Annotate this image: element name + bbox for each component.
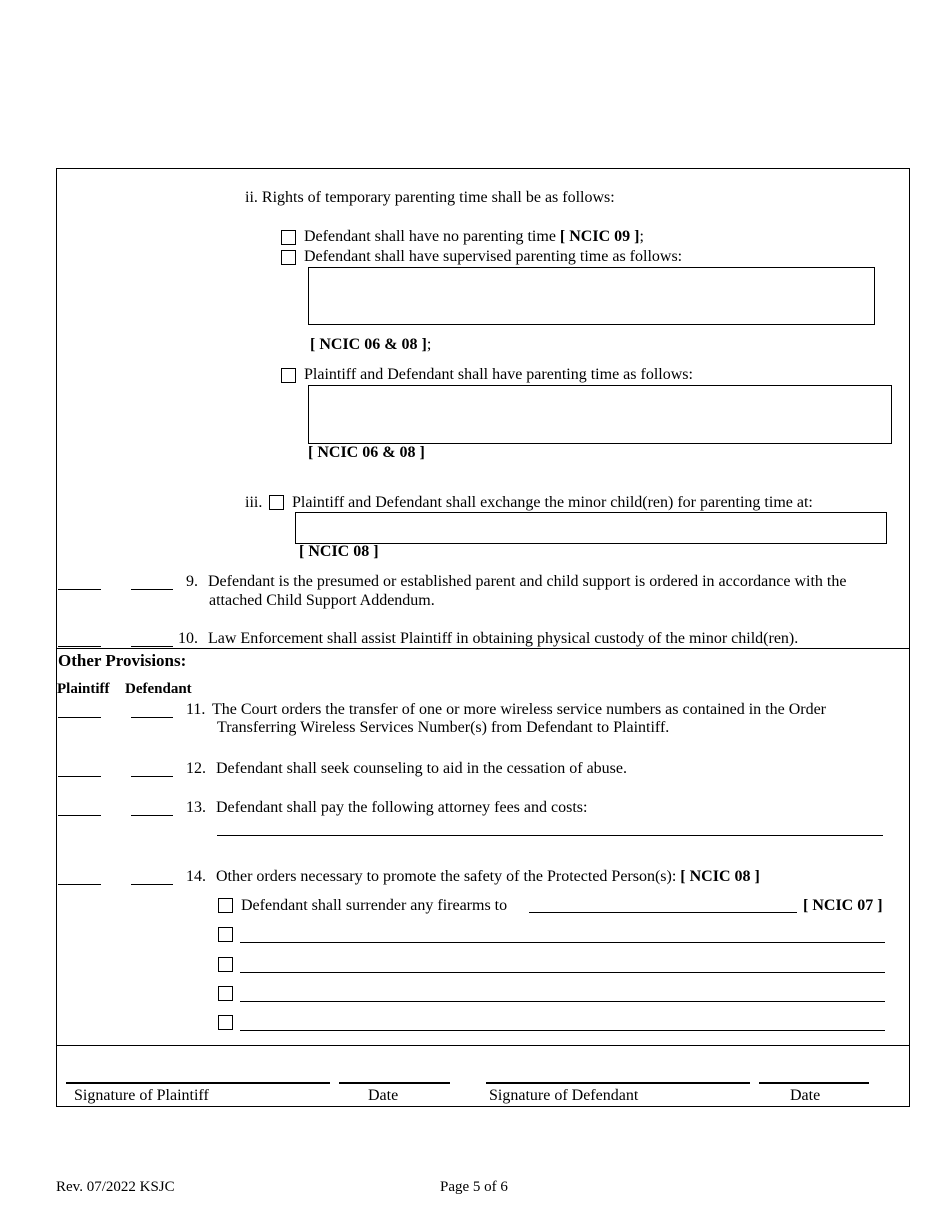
firearms-recipient-input[interactable] bbox=[529, 912, 797, 913]
item9-number: 9. bbox=[186, 573, 198, 590]
other-order-checkbox-3[interactable] bbox=[218, 986, 233, 1001]
exchange-location-input[interactable] bbox=[295, 512, 887, 544]
attorney-fees-input[interactable] bbox=[217, 835, 883, 836]
item11-defendant-initial[interactable] bbox=[131, 717, 173, 718]
item9-plaintiff-initial[interactable] bbox=[58, 589, 101, 590]
other-order-checkbox-4[interactable] bbox=[218, 1015, 233, 1030]
supervised-parenting-input[interactable] bbox=[308, 267, 875, 325]
item10-plaintiff-initial[interactable] bbox=[58, 646, 101, 647]
other-order-input-4[interactable] bbox=[240, 1030, 885, 1031]
exchange-location-checkbox[interactable] bbox=[269, 495, 284, 510]
section-divider bbox=[56, 648, 910, 649]
defendant-date-line[interactable] bbox=[759, 1082, 869, 1084]
shared-parenting-label: Plaintiff and Defendant shall have parenting time as follows: bbox=[304, 366, 693, 383]
other-order-input-1[interactable] bbox=[240, 942, 885, 943]
page-number: Page 5 of 6 bbox=[440, 1179, 508, 1195]
supervised-ncic-code: [ NCIC 06 & 08 ]; bbox=[310, 336, 432, 353]
plaintiff-signature-line[interactable] bbox=[66, 1082, 330, 1084]
item11-text-cont: Transferring Wireless Services Number(s) from Defendant to Plaintiff. bbox=[217, 719, 670, 736]
no-parenting-checkbox[interactable] bbox=[281, 230, 296, 245]
col-plaintiff-header: Plaintiff bbox=[57, 681, 110, 697]
firearms-label: Defendant shall surrender any firearms to bbox=[241, 897, 508, 914]
plaintiff-signature-label: Signature of Plaintiff bbox=[74, 1087, 209, 1104]
item13-text: Defendant shall pay the following attorney fees and costs: bbox=[216, 799, 588, 816]
col-defendant-header: Defendant bbox=[125, 681, 192, 697]
plaintiff-date-label: Date bbox=[368, 1087, 399, 1104]
other-order-checkbox-2[interactable] bbox=[218, 957, 233, 972]
item13-defendant-initial[interactable] bbox=[131, 815, 173, 816]
defendant-signature-line[interactable] bbox=[486, 1082, 750, 1084]
item14-number: 14. bbox=[186, 868, 206, 885]
firearms-ncic-code: [ NCIC 07 ] bbox=[803, 897, 883, 914]
supervised-parenting-checkbox[interactable] bbox=[281, 250, 296, 265]
item13-plaintiff-initial[interactable] bbox=[58, 815, 101, 816]
defendant-date-label: Date bbox=[790, 1087, 821, 1104]
item10-text: Law Enforcement shall assist Plaintiff in obtaining physical custody of the minor child(ren). bbox=[208, 630, 799, 647]
signature-divider bbox=[56, 1045, 910, 1046]
defendant-signature-label: Signature of Defendant bbox=[489, 1087, 639, 1104]
shared-parenting-checkbox[interactable] bbox=[281, 368, 296, 383]
item9-text: Defendant is the presumed or established parent and child support is ordered in accordance with the bbox=[208, 573, 847, 590]
exchange-ncic-code: [ NCIC 08 ] bbox=[299, 543, 379, 560]
item12-defendant-initial[interactable] bbox=[131, 776, 173, 777]
other-provisions-heading: Other Provisions: bbox=[58, 651, 187, 670]
item12-number: 12. bbox=[186, 760, 206, 777]
other-order-checkbox-1[interactable] bbox=[218, 927, 233, 942]
item11-text: The Court orders the transfer of one or more wireless service numbers as contained in the Order bbox=[212, 701, 827, 718]
exchange-location-label: Plaintiff and Defendant shall exchange the minor child(ren) for parenting time at: bbox=[292, 494, 813, 511]
item12-text: Defendant shall seek counseling to aid in the cessation of abuse. bbox=[216, 760, 627, 777]
plaintiff-date-line[interactable] bbox=[339, 1082, 450, 1084]
other-order-input-2[interactable] bbox=[240, 972, 885, 973]
item10-number: 10. bbox=[178, 630, 198, 647]
item12-plaintiff-initial[interactable] bbox=[58, 776, 101, 777]
revision-label: Rev. 07/2022 KSJC bbox=[56, 1179, 175, 1195]
item14-text: Other orders necessary to promote the safety of the Protected Person(s): [ NCIC 08 ] bbox=[216, 868, 760, 885]
shared-parenting-input[interactable] bbox=[308, 385, 892, 444]
item11-number: 11. bbox=[186, 701, 206, 718]
item9-text-cont: attached Child Support Addendum. bbox=[209, 592, 435, 609]
section-iii-label: iii. bbox=[245, 494, 263, 511]
item11-plaintiff-initial[interactable] bbox=[58, 717, 101, 718]
shared-ncic-code: [ NCIC 06 & 08 ] bbox=[308, 444, 425, 461]
section-ii-heading: ii. Rights of temporary parenting time shall be as follows: bbox=[245, 189, 615, 206]
item14-defendant-initial[interactable] bbox=[131, 884, 173, 885]
item13-number: 13. bbox=[186, 799, 206, 816]
firearms-checkbox[interactable] bbox=[218, 898, 233, 913]
item10-defendant-initial[interactable] bbox=[131, 646, 173, 647]
no-parenting-label: Defendant shall have no parenting time [ NCIC 09 ]; bbox=[304, 228, 644, 245]
item14-plaintiff-initial[interactable] bbox=[58, 884, 101, 885]
supervised-parenting-label: Defendant shall have supervised parenting time as follows: bbox=[304, 248, 683, 265]
item9-defendant-initial[interactable] bbox=[131, 589, 173, 590]
other-order-input-3[interactable] bbox=[240, 1001, 885, 1002]
